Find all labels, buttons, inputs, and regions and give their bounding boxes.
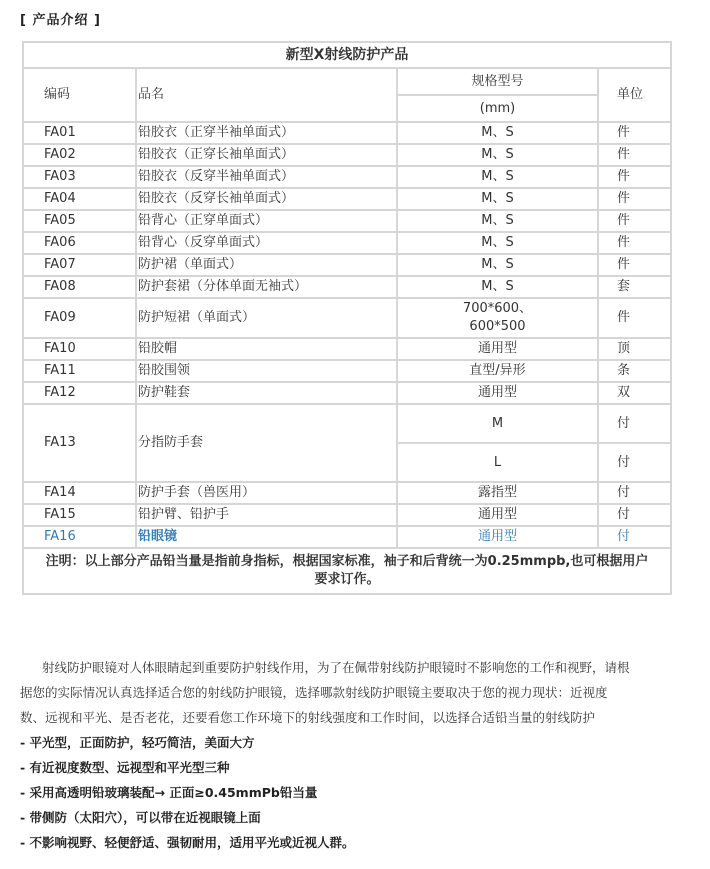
header-spec: 规格型号	[397, 68, 598, 95]
header-row	[23, 68, 671, 95]
row-name: 防护套裙（分体单面无袖式）	[136, 276, 397, 298]
row-unit: 付	[598, 404, 671, 443]
row-spec: 通用型	[397, 526, 598, 548]
row-unit: 付	[598, 482, 671, 504]
row-code: FA02	[23, 144, 136, 166]
table-row	[23, 144, 671, 166]
header-code: 编码	[23, 68, 136, 122]
row-spec: M、S	[397, 210, 598, 232]
row-code: FA01	[23, 122, 136, 144]
paragraph-text: 射线防护眼镜对人体眼睛起到重要防护射线作用，为了在佩带射线防护眼镜时不影响您的工作和视野，请根	[42, 660, 630, 675]
row-spec: 直型/异形	[397, 360, 598, 382]
row-spec: 露指型	[397, 482, 598, 504]
row-name: 铅胶衣（反穿半袖单面式）	[136, 166, 397, 188]
row-spec: L	[397, 443, 598, 482]
table-title: 新型X射线防护产品	[23, 42, 671, 68]
row-name: 防护鞋套	[136, 382, 397, 404]
row-code: FA04	[23, 188, 136, 210]
paragraph-line: 数、远视和平光、是否老花，还要看您工作环境下的射线强度和工作时间，以选择合适铅当量的射线防护	[20, 710, 596, 725]
row-unit: 件	[598, 298, 671, 338]
header-spec-unit: (mm)	[397, 95, 598, 122]
list-item: - 有近视度数型、远视型和平光型三种	[20, 760, 230, 775]
product-table	[22, 41, 672, 595]
note-line: 要求订作。	[314, 572, 380, 587]
table-row	[23, 210, 671, 232]
header-unit: 单位	[598, 68, 671, 122]
row-unit: 件	[598, 254, 671, 276]
row-name: 铅护臂、铅护手	[136, 504, 397, 526]
row-spec-line: 700*600、	[462, 301, 533, 316]
row-name: 铅胶帽	[136, 338, 397, 360]
row-name: 防护裙（单面式）	[136, 254, 397, 276]
row-name: 分指防手套	[136, 404, 397, 482]
row-name: 铅胶衣（正穿半袖单面式）	[136, 122, 397, 144]
row-spec: M、S	[397, 276, 598, 298]
row-name: 防护手套（兽医用）	[136, 482, 397, 504]
row-code: FA11	[23, 360, 136, 382]
row-unit: 件	[598, 210, 671, 232]
row-unit: 顶	[598, 338, 671, 360]
table-row	[23, 122, 671, 144]
row-spec: M、S	[397, 122, 598, 144]
description-paragraph	[20, 655, 662, 730]
table-row	[23, 254, 671, 276]
feature-list	[20, 730, 680, 855]
table-row	[23, 166, 671, 188]
list-item: - 带侧防（太阳穴），可以带在近视眼镜上面	[20, 810, 261, 825]
row-unit: 件	[598, 122, 671, 144]
row-name: 防护短裙（单面式）	[136, 298, 397, 338]
row-code: FA09	[23, 298, 136, 338]
table-row	[23, 276, 671, 298]
row-unit: 件	[598, 144, 671, 166]
row-code: FA15	[23, 504, 136, 526]
row-code: FA03	[23, 166, 136, 188]
row-code: FA06	[23, 232, 136, 254]
table-row	[23, 360, 671, 382]
row-unit: 双	[598, 382, 671, 404]
row-spec: 通用型	[397, 504, 598, 526]
row-spec: M、S	[397, 144, 598, 166]
row-spec: 通用型	[397, 382, 598, 404]
row-unit: 付	[598, 526, 671, 548]
section-title: [ 产品介绍 ]	[20, 13, 101, 28]
header-name: 品名	[136, 68, 397, 122]
note-line: 注明：以上部分产品铅当量是指前身指标，根据国家标准，袖子和后背统一为0.25mmpb,也可根据用户	[45, 554, 649, 569]
table-row	[23, 404, 671, 443]
table-row	[23, 482, 671, 504]
row-spec: M、S	[397, 166, 598, 188]
paragraph-line	[20, 655, 662, 680]
table-row	[23, 338, 671, 360]
table-row	[23, 382, 671, 404]
row-code: FA05	[23, 210, 136, 232]
row-unit: 套	[598, 276, 671, 298]
table-note	[23, 548, 671, 594]
table-row	[23, 298, 671, 338]
row-code: FA10	[23, 338, 136, 360]
row-code: FA14	[23, 482, 136, 504]
row-unit: 付	[598, 504, 671, 526]
paragraph-line: 据您的实际情况认真选择适合您的射线防护眼镜，选择哪款射线防护眼镜主要取决于您的视力现状：近视度	[20, 685, 608, 700]
row-spec: M、S	[397, 254, 598, 276]
row-unit: 件	[598, 188, 671, 210]
row-name: 铅胶围领	[136, 360, 397, 382]
table-row	[23, 504, 671, 526]
row-spec	[397, 298, 598, 338]
list-item: - 采用高透明铅玻璃装配→ 正面≥0.45mmPb铅当量	[20, 785, 318, 800]
table-row	[23, 232, 671, 254]
table-row	[23, 526, 671, 548]
row-name: 铅胶衣（正穿长袖单面式）	[136, 144, 397, 166]
row-code: FA16	[23, 526, 136, 548]
table-title-row	[23, 42, 671, 68]
list-item: - 不影响视野、轻便舒适、强韧耐用，适用平光或近视人群。	[20, 835, 355, 850]
row-name: 铅胶衣（反穿长袖单面式）	[136, 188, 397, 210]
row-name: 铅背心（反穿单面式）	[136, 232, 397, 254]
row-unit: 件	[598, 166, 671, 188]
row-code: FA07	[23, 254, 136, 276]
row-unit: 付	[598, 443, 671, 482]
row-code: FA08	[23, 276, 136, 298]
row-spec: M、S	[397, 232, 598, 254]
row-unit: 条	[598, 360, 671, 382]
list-item: - 平光型，正面防护，轻巧简洁，美面大方	[20, 735, 255, 750]
note-row	[23, 548, 671, 594]
row-spec: M、S	[397, 188, 598, 210]
table-row	[23, 188, 671, 210]
row-spec: M	[397, 404, 598, 443]
row-spec-line: 600*500	[469, 319, 526, 334]
row-code: FA12	[23, 382, 136, 404]
row-spec: 通用型	[397, 338, 598, 360]
row-code: FA13	[23, 404, 136, 482]
row-name: 铅背心（正穿单面式）	[136, 210, 397, 232]
row-name-link[interactable]: 铅眼镜	[136, 526, 397, 548]
row-unit: 件	[598, 232, 671, 254]
